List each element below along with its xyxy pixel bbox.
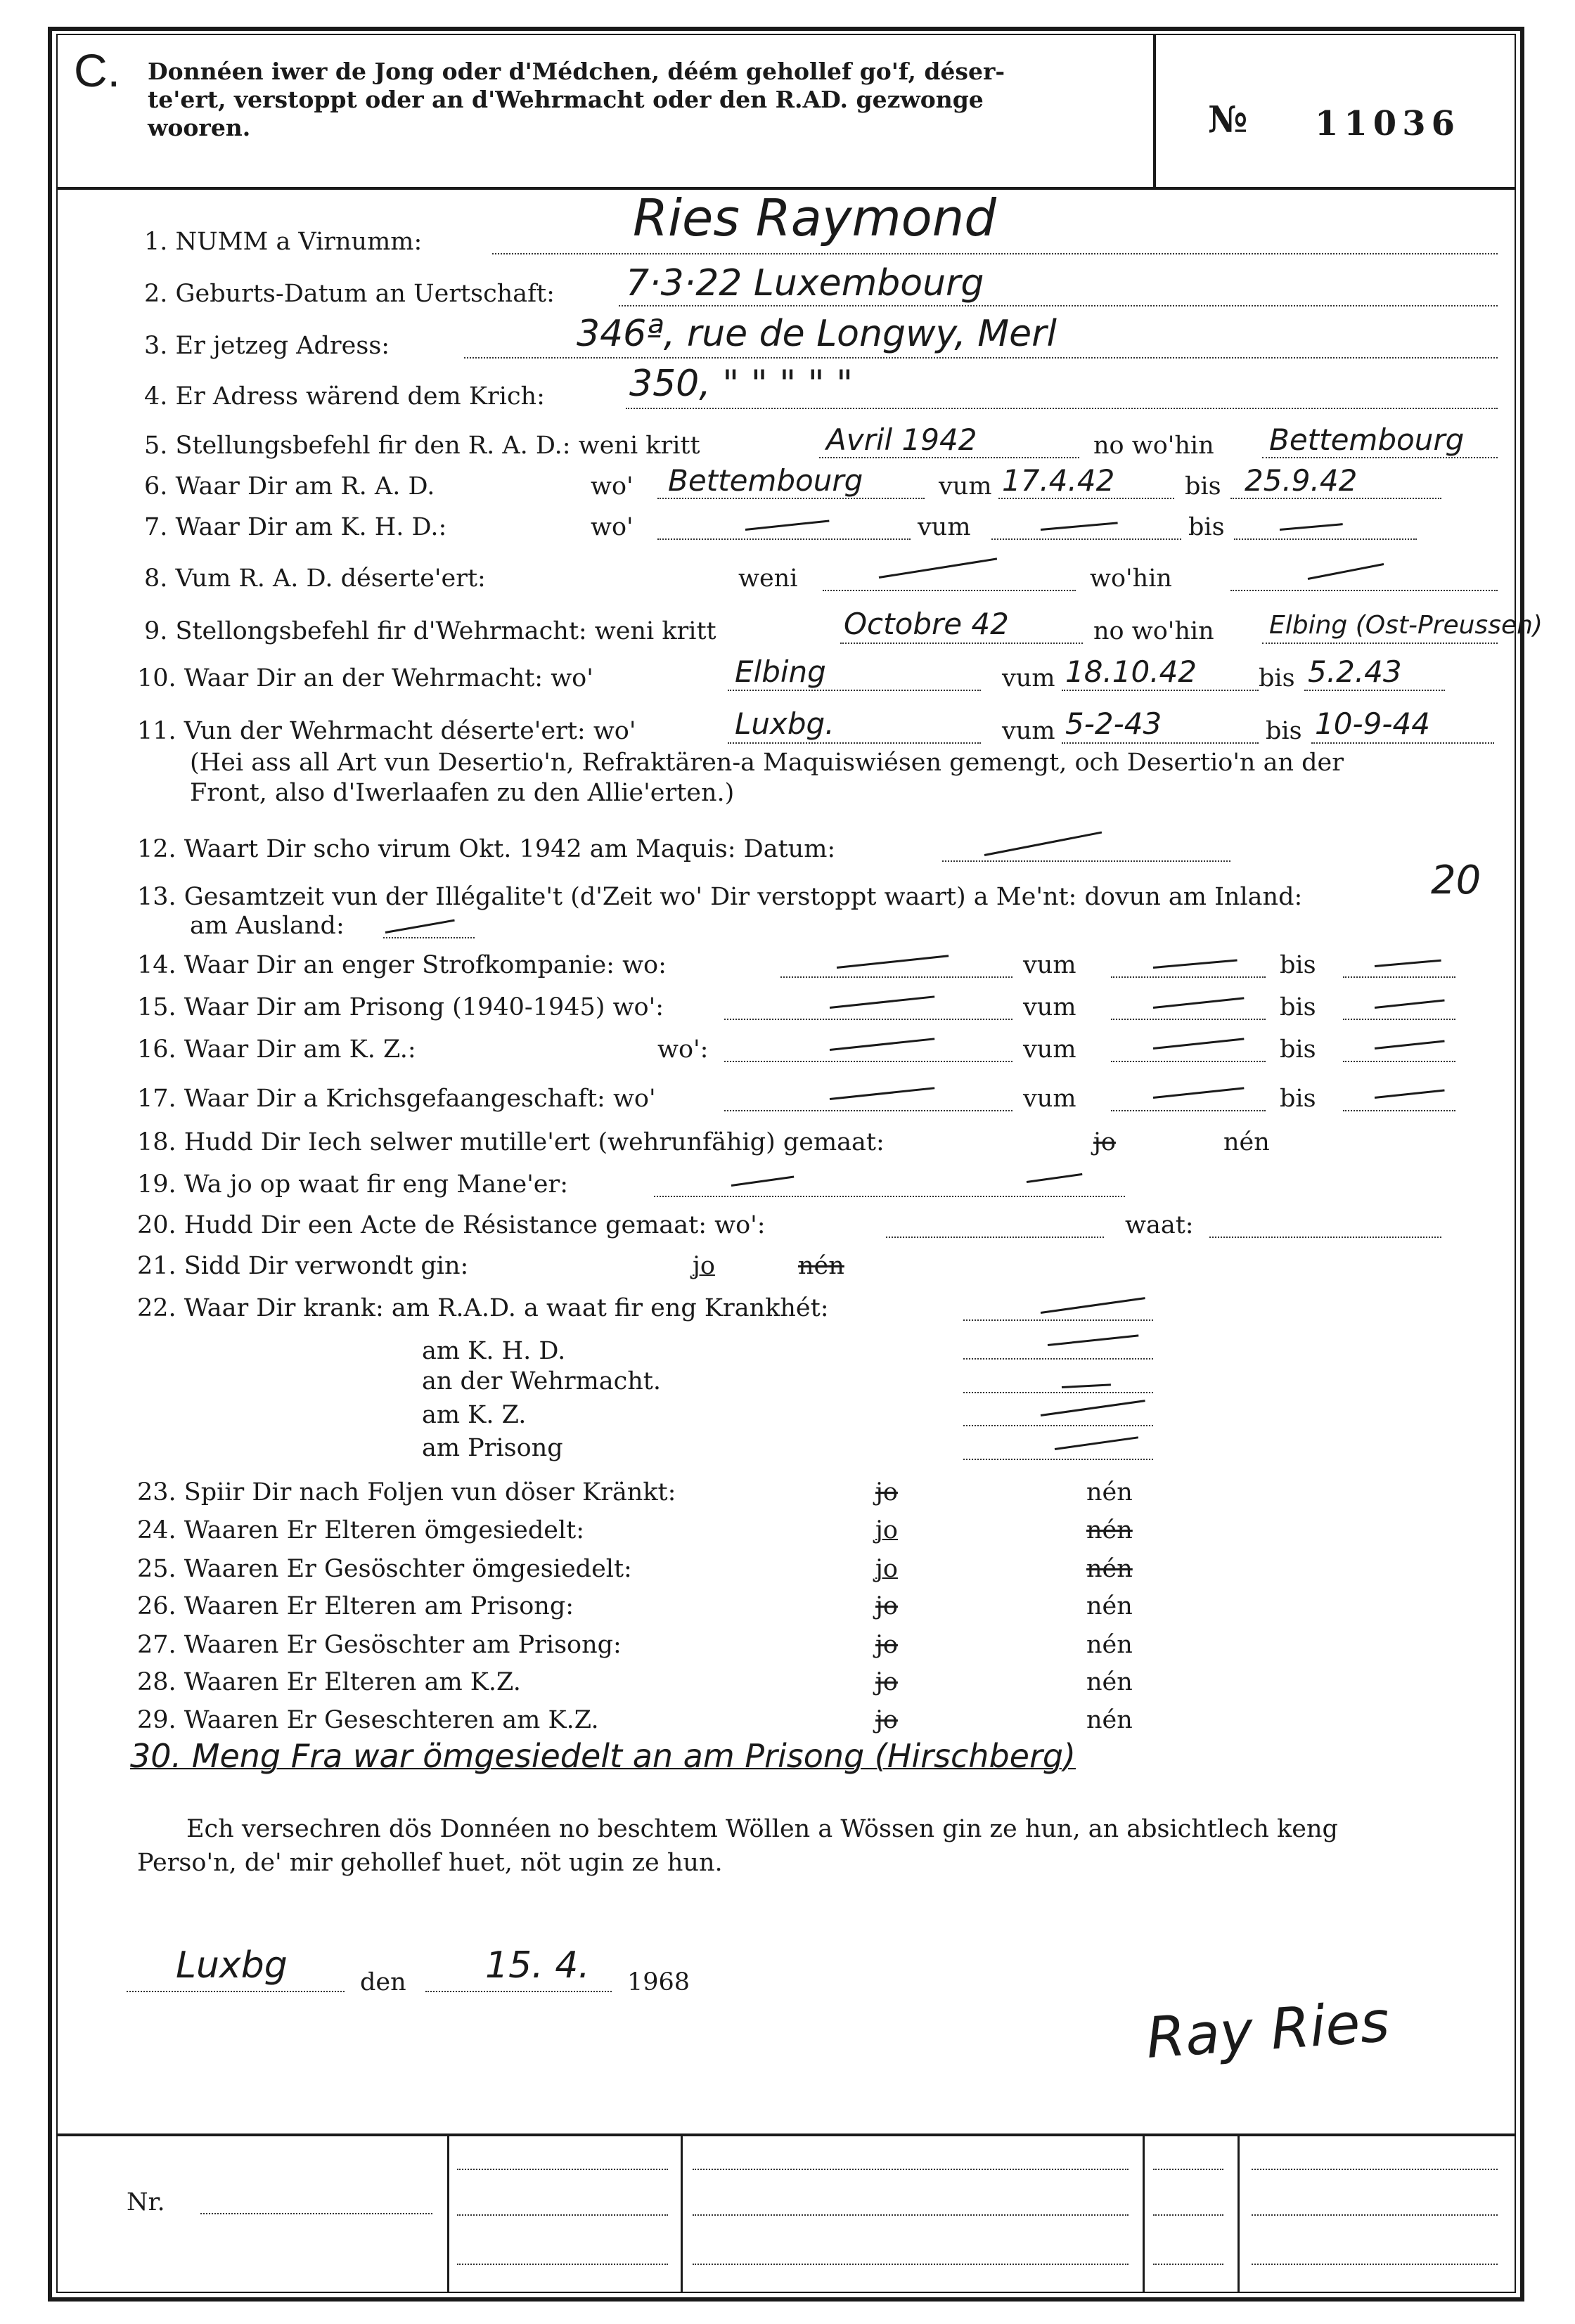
q20-label: 20. Hudd Dir een Acte de Résistance gemaat: wo':: [137, 1211, 766, 1239]
answer-war-address[interactable]: 350, " " " " ": [629, 363, 854, 405]
q25-jo-option[interactable]: jo: [875, 1555, 898, 1583]
answer-address[interactable]: 346ª, rue de Longwy, Merl: [577, 313, 1057, 355]
q3-label: 3. Er jetzeg Adress:: [144, 332, 390, 360]
q20-where-line: [886, 1237, 1104, 1238]
footer-cell-line: [1153, 2214, 1223, 2216]
den-label: den: [360, 1968, 406, 1996]
q12-label: 12. Waart Dir scho virum Okt. 1942 am Maquis: Datum:: [137, 835, 836, 863]
form-title-line-3: wooren.: [148, 114, 251, 141]
q3-line: [464, 357, 1498, 359]
q16-where-line: [724, 1061, 1012, 1062]
number-sign: №: [1208, 98, 1248, 141]
q6-wo-label: wo': [591, 472, 634, 501]
q17-from-line: [1111, 1110, 1266, 1111]
q28-label: 28. Waaren Er Elteren am K.Z.: [137, 1668, 521, 1696]
q21-label: 21. Sidd Dir verwondt gin:: [137, 1252, 469, 1280]
declaration-line-1: Ech versechren dös Donnéen no beschtem Wöllen a Wössen gin ze hun, an absichtlech keng: [186, 1815, 1338, 1843]
signature: Ray Ries: [1144, 1989, 1391, 2071]
header-divider: [1153, 34, 1156, 190]
form-title: [148, 58, 1118, 142]
footer-cell-line: [1153, 2264, 1223, 2265]
q20-what-line: [1209, 1237, 1441, 1238]
q22-kz-label: am K. Z.: [422, 1401, 527, 1429]
footer-divider-1: [447, 2133, 449, 2292]
q7-where-line: [657, 538, 911, 540]
q28-nen-option[interactable]: nén: [1086, 1668, 1133, 1696]
q14-label: 14. Waar Dir an enger Strofkompanie: wo:: [137, 951, 667, 979]
q9-label: 9. Stellongsbefehl fir d'Wehrmacht: weni kritt: [144, 617, 716, 645]
q15-bis-label: bis: [1280, 993, 1316, 1021]
q7-wo-label: wo': [591, 513, 634, 541]
place-line: [127, 1991, 345, 1992]
q22-wm-line: [963, 1392, 1153, 1393]
q14-to-line: [1343, 976, 1455, 978]
answer-inland[interactable]: 20: [1431, 858, 1481, 903]
q22-rad-line: [963, 1319, 1153, 1321]
q6-bis-label: bis: [1185, 472, 1221, 501]
q22-prisong-line: [963, 1459, 1153, 1460]
q8-weni-label: weni: [738, 564, 798, 593]
q2-line: [619, 305, 1498, 306]
q17-bis-label: bis: [1280, 1085, 1316, 1113]
answer-birth[interactable]: 7·3·22 Luxembourg: [626, 262, 984, 304]
q2-label: 2. Geburts-Datum an Uertschaft:: [144, 280, 555, 308]
q7-vum-label: vum: [918, 513, 971, 541]
answer-wm-order-place[interactable]: Elbing (Ost-Preussen): [1269, 611, 1543, 640]
q18-label: 18. Hudd Dir Iech selwer mutille'ert (wehrunfähig) gemaat:: [137, 1128, 885, 1156]
q26-label: 26. Waaren Er Elteren am Prisong:: [137, 1592, 574, 1620]
q1-line: [492, 253, 1498, 254]
q26-nen-option[interactable]: nén: [1086, 1592, 1133, 1620]
q5-label: 5. Stellungsbefehl fir den R. A. D.: weni kritt: [144, 432, 700, 460]
q10-vum-label: vum: [1002, 664, 1055, 692]
q26-jo-option[interactable]: jo: [875, 1592, 898, 1620]
q25-label: 25. Waaren Er Gesöschter ömgesiedelt:: [137, 1555, 632, 1583]
q7-bis-label: bis: [1188, 513, 1225, 541]
footer-divider-3: [1143, 2133, 1145, 2292]
q8-wohin-label: wo'hin: [1090, 564, 1172, 593]
answer-rad-from[interactable]: 17.4.42: [1002, 463, 1115, 498]
form-title-line-2: te'ert, verstoppt oder an d'Wehrmacht oder den R.AD. gezwonge: [148, 86, 984, 113]
footer-cell-line: [1252, 2214, 1498, 2216]
answer-q30[interactable]: 30. Meng Fra war ömgesiedelt an am Prisong (Hirschberg): [130, 1737, 1076, 1775]
q15-label: 15. Waar Dir am Prisong (1940-1945) wo':: [137, 993, 664, 1021]
answer-des-to[interactable]: 10-9-44: [1315, 706, 1430, 741]
footer-cell-line: [457, 2169, 668, 2170]
q22-khd-line: [963, 1358, 1153, 1360]
q21-nen-option[interactable]: nén: [798, 1252, 844, 1280]
q14-vum-label: vum: [1023, 951, 1076, 979]
q1-label: 1. NUMM a Virnumm:: [144, 228, 423, 256]
q15-vum-label: vum: [1023, 993, 1076, 1021]
answer-rad-where[interactable]: Bettembourg: [668, 463, 863, 498]
declaration-line-2: Perso'n, de' mir gehollef huet, nöt ugin ze hun.: [137, 1849, 723, 1877]
q17-vum-label: vum: [1023, 1085, 1076, 1113]
footer-top-rule: [56, 2133, 1516, 2136]
q24-label: 24. Waaren Er Elteren ömgesiedelt:: [137, 1516, 585, 1544]
q5-wohin-label: no wo'hin: [1093, 432, 1214, 460]
q20-waat-label: waat:: [1125, 1211, 1194, 1239]
q7-label: 7. Waar Dir am K. H. D.:: [144, 513, 447, 541]
q27-label: 27. Waaren Er Gesöschter am Prisong:: [137, 1631, 622, 1659]
q23-label: 23. Spiir Dir nach Foljen vun döser Kränkt:: [137, 1478, 676, 1506]
q8-when-line: [823, 590, 1076, 591]
q27-jo-option[interactable]: jo: [875, 1631, 898, 1659]
answer-wm-to[interactable]: 5.2.43: [1308, 654, 1402, 689]
q18-nen-option[interactable]: nén: [1223, 1128, 1270, 1156]
year-label: 1968: [627, 1968, 690, 1996]
q28-jo-option[interactable]: jo: [875, 1668, 898, 1696]
nr-label: Nr.: [127, 2188, 165, 2216]
q11-note-1: (Hei ass all Art vun Desertio'n, Refraktären-a Maquiswiésen gemengt, och Desertio'n an der: [190, 749, 1344, 777]
q16-wo-label: wo':: [657, 1035, 709, 1064]
q9-wohin-label: no wo'hin: [1093, 617, 1214, 645]
date-line: [425, 1991, 612, 1992]
footer-cell-line: [457, 2264, 668, 2265]
q11-note-2: Front, also d'Iwerlaafen zu den Allie'erten.): [190, 779, 735, 807]
answer-wm-order-date[interactable]: Octobre 42: [844, 607, 1009, 641]
footer-cell-line: [693, 2264, 1129, 2265]
q29-label: 29. Waaren Er Geseschteren am K.Z.: [137, 1706, 599, 1734]
q21-jo-option[interactable]: jo: [693, 1252, 715, 1280]
q24-jo-option[interactable]: jo: [875, 1516, 898, 1544]
q15-where-line: [724, 1019, 1012, 1020]
q16-from-line: [1111, 1061, 1266, 1062]
q15-from-line: [1111, 1019, 1266, 1020]
q29-nen-option[interactable]: nén: [1086, 1706, 1133, 1734]
q16-bis-label: bis: [1280, 1035, 1316, 1064]
q25-nen-option[interactable]: nén: [1086, 1555, 1133, 1583]
q14-where-line: [780, 976, 1012, 978]
q6-label: 6. Waar Dir am R. A. D.: [144, 472, 435, 501]
answer-place[interactable]: Luxbg: [176, 1944, 288, 1987]
q6-vum-label: vum: [939, 472, 992, 501]
q22-khd-label: am K. H. D.: [422, 1337, 566, 1365]
q11-bis-label: bis: [1266, 717, 1302, 745]
q23-jo-option[interactable]: jo: [875, 1478, 898, 1506]
q17-where-line: [724, 1110, 1012, 1111]
footer-cell-line: [693, 2169, 1129, 2170]
q19-line: [654, 1196, 1125, 1197]
q19-label: 19. Wa jo op waat fir eng Mane'er:: [137, 1170, 569, 1199]
q10-label: 10. Waar Dir an der Wehrmacht: wo': [137, 664, 593, 692]
footer-cell-line: [1252, 2169, 1498, 2170]
q15-to-line: [1343, 1019, 1455, 1020]
q22-label: 22. Waar Dir krank: am R.A.D. a waat fir eng Krankhét:: [137, 1294, 829, 1322]
q10-bis-label: bis: [1259, 664, 1295, 692]
form-number: 11036: [1315, 104, 1460, 143]
footer-divider-2: [681, 2133, 683, 2292]
q13-ausland-label: am Ausland:: [190, 912, 345, 940]
q11-vum-label: vum: [1002, 717, 1055, 745]
q17-to-line: [1343, 1110, 1455, 1111]
q22-kz-line: [963, 1425, 1153, 1426]
q14-bis-label: bis: [1280, 951, 1316, 979]
footer-divider-4: [1238, 2133, 1240, 2292]
q24-nen-option[interactable]: nén: [1086, 1516, 1133, 1544]
q13-label: 13. Gesamtzeit vun der Illégalite't (d'Zeit wo' Dir verstoppt waart) a Me'nt: dovun am Inland:: [137, 883, 1303, 911]
q14-from-line: [1111, 976, 1266, 978]
answer-rad-to[interactable]: 25.9.42: [1245, 463, 1358, 498]
q7-from-line: [991, 538, 1181, 540]
answer-des-from[interactable]: 5-2-43: [1065, 706, 1162, 741]
answer-des-where[interactable]: Luxbg.: [735, 706, 835, 741]
q27-nen-option[interactable]: nén: [1086, 1631, 1133, 1659]
q22-wm-label: an der Wehrmacht.: [422, 1367, 662, 1395]
answer-wm-from[interactable]: 18.10.42: [1065, 654, 1197, 689]
q16-label: 16. Waar Dir am K. Z.:: [137, 1035, 416, 1064]
answer-date[interactable]: 15. 4.: [485, 1944, 590, 1987]
q11-label: 11. Vun der Wehrmacht déserte'ert: wo': [137, 717, 636, 745]
q18-jo-option[interactable]: jo: [1093, 1128, 1116, 1156]
section-letter: C.: [74, 44, 120, 96]
q4-line: [626, 408, 1498, 409]
answer-wm-where[interactable]: Elbing: [735, 654, 826, 689]
q29-jo-option[interactable]: jo: [875, 1706, 898, 1734]
q8-label: 8. Vum R. A. D. déserte'ert:: [144, 564, 486, 593]
q22-prisong-label: am Prisong: [422, 1434, 563, 1462]
footer-cell-line: [457, 2214, 668, 2216]
footer-cell-line: [693, 2214, 1129, 2216]
nr-line[interactable]: [200, 2213, 432, 2214]
answer-rad-order-date[interactable]: Avril 1942: [826, 422, 977, 457]
q23-nen-option[interactable]: nén: [1086, 1478, 1133, 1506]
footer-cell-line: [1252, 2264, 1498, 2265]
form-title-line-1: Donnéen iwer de Jong oder d'Médchen, déém gehollef go'f, déser-: [148, 58, 1005, 85]
footer-cell-line: [1153, 2169, 1223, 2170]
q7-to-line: [1234, 538, 1417, 540]
answer-name[interactable]: Ries Raymond: [633, 188, 997, 247]
q13-ausland-line: [383, 937, 475, 938]
q16-vum-label: vum: [1023, 1035, 1076, 1064]
q17-label: 17. Waar Dir a Krichsgefaangeschaft: wo': [137, 1085, 656, 1113]
answer-rad-order-place[interactable]: Bettembourg: [1269, 422, 1465, 457]
q12-date-line: [942, 860, 1230, 862]
q16-to-line: [1343, 1061, 1455, 1062]
q8-where-line: [1230, 590, 1498, 591]
q4-label: 4. Er Adress wärend dem Krich:: [144, 382, 545, 411]
